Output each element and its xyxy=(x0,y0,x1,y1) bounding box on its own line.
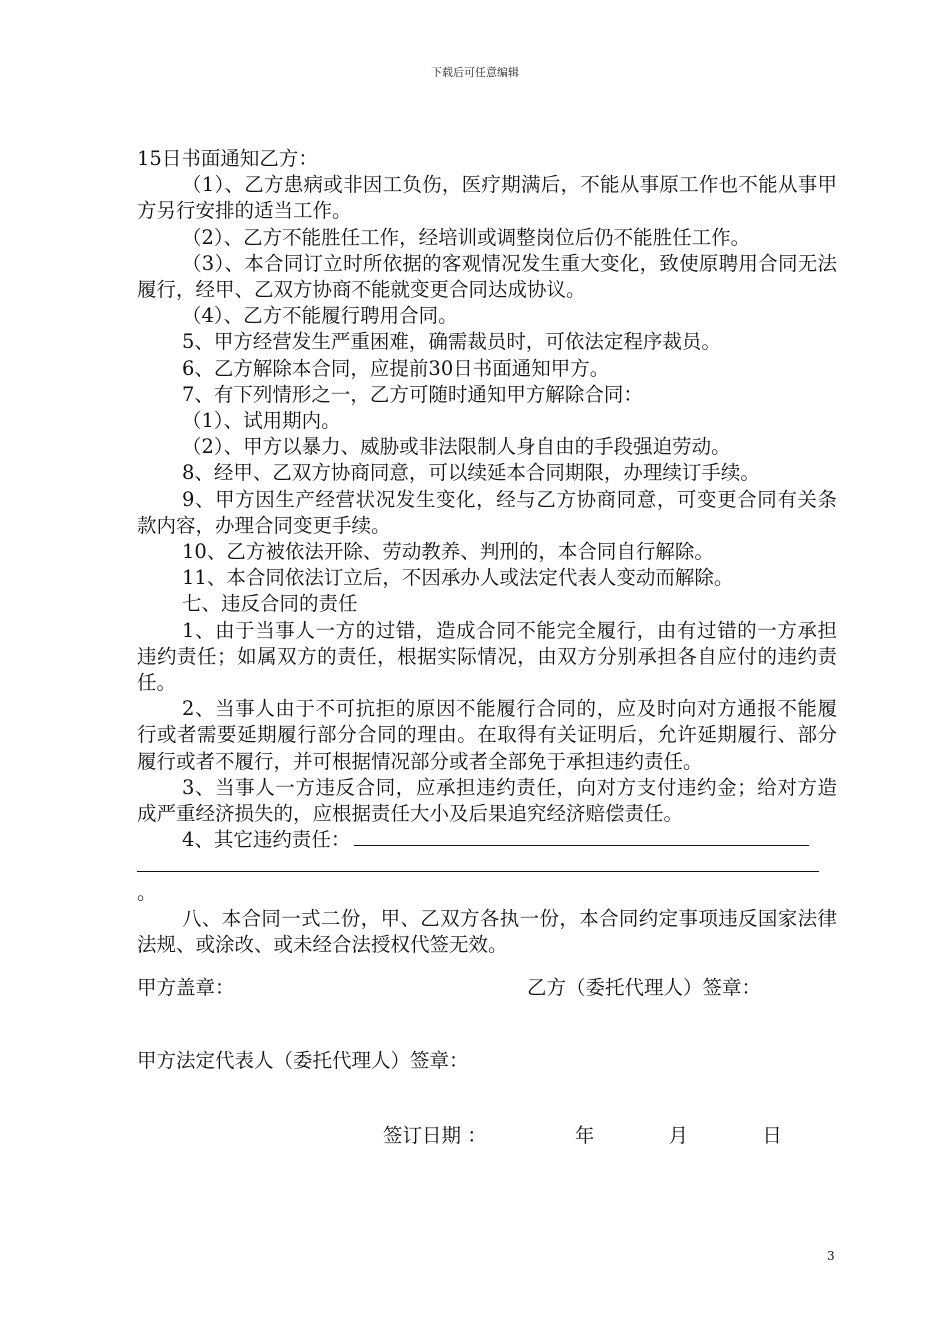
paragraph: （2）、甲方以暴力、威胁或非法限制人身自由的手段强迫劳动。 xyxy=(182,435,731,459)
signing-date-row xyxy=(383,1120,782,1148)
other-liability-row xyxy=(137,827,837,853)
paragraph: 7、有下列情形之一，乙方可随时通知甲方解除合同： xyxy=(182,382,643,406)
paragraph: 8、经甲、乙双方协商同意，可以续延本合同期限，办理续订手续。 xyxy=(182,461,760,485)
paragraph: 15日书面通知乙方： xyxy=(137,147,318,170)
paragraph: （4）、乙方不能履行聘用合同。 xyxy=(182,304,458,328)
paragraph: （1）、试用期内。 xyxy=(182,409,341,433)
paragraph: 5、甲方经营发生严重困难，确需裁员时，可依法定程序裁员。 xyxy=(182,330,721,354)
page-header: 下载后可任意编辑 xyxy=(431,66,519,79)
contract-body xyxy=(137,146,837,958)
party-a-seal-label: 甲方盖章： xyxy=(137,976,235,999)
paragraph: 6、乙方解除本合同，应提前30日书面通知甲方。 xyxy=(182,356,610,380)
paragraph: 1、由于当事人一方的过错，造成合同不能完全履行，由有过错的一方承担违约责任；如属双方的责任，根据实际情况，由双方分别承担各自应付的违约责任。 xyxy=(137,618,837,695)
fill-in-line[interactable] xyxy=(354,827,809,846)
paragraph: 10、乙方被依法开除、劳动教养、判刑的，本合同自行解除。 xyxy=(182,540,714,564)
page-number: 3 xyxy=(827,1249,835,1263)
party-b-signature-label: 乙方（委托代理人）签章： xyxy=(527,976,762,999)
other-liability-label: 4、其它违约责任： xyxy=(182,828,351,852)
section-8-paragraph: 八、本合同一式二份，甲、乙双方各执一份，本合同约定事项违反国家法律法规、或涂改、或未经合法授权代签无效。 xyxy=(137,906,837,957)
paragraph: 2、当事人由于不可抗拒的原因不能履行合同的，应及时向对方通报不能履行或者需要延期履行部分合同的理由。在取得有关证明后，允许延期履行、部分履行或者不履行，并可根据情况部分或者全部免于承担违约责任。 xyxy=(137,697,837,773)
paragraph: 9、甲方因生产经营状况发生变化，经与乙方协商同意，可变更合同有关条款内容，办理合同变更手续。 xyxy=(137,487,837,537)
paragraph: （3）、本合同订立时所依据的客观情况发生重大变化，致使原聘用合同无法履行，经甲、乙双方协商不能就变更合同达成协议。 xyxy=(137,251,837,302)
paragraph: （2）、乙方不能胜任工作，经培训或调整岗位后仍不能胜任工作。 xyxy=(182,225,751,249)
paragraph: 11、本合同依法订立后，不因承办人或法定代表人变动而解除。 xyxy=(182,566,734,590)
paragraph: 3、当事人一方违反合同，应承担违约责任，向对方支付违约金；给对方造成严重经济损失的，应根据责任大小及后果追究经济赔偿责任。 xyxy=(137,775,837,826)
paragraph: （1）、乙方患病或非因工负伤，医疗期满后，不能从事原工作也不能从事甲方另行安排的适当工作。 xyxy=(137,173,837,223)
party-a-representative-label: 甲方法定代表人（委托代理人）签章： xyxy=(137,1049,469,1072)
day-label: 日 xyxy=(762,1124,782,1147)
fill-in-line[interactable] xyxy=(137,853,819,872)
month-label: 月 xyxy=(668,1124,689,1147)
section-heading: 七、违反合同的责任 xyxy=(182,592,358,616)
year-label: 年 xyxy=(574,1124,595,1147)
date-label: 签订日期 ： xyxy=(383,1124,487,1147)
continuation-line-row xyxy=(137,853,837,905)
line-end-mark: 。 xyxy=(137,880,157,904)
